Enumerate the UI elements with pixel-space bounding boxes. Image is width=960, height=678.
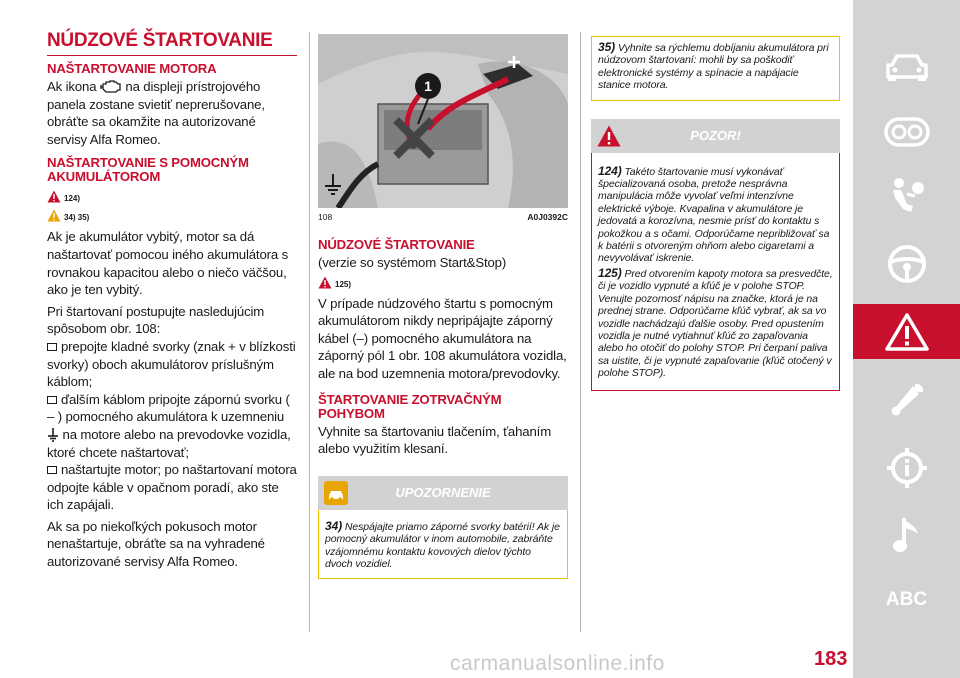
warning-triangle-icon	[884, 312, 930, 352]
music-note-icon	[892, 516, 922, 556]
technical-data-icon	[885, 446, 929, 490]
page-number: 183	[814, 648, 848, 670]
danger-label: POZOR!	[690, 128, 741, 144]
checkbox-bullet-icon	[47, 396, 57, 404]
column-1	[47, 30, 297, 575]
note-number: 124)	[598, 163, 622, 178]
danger-triangle-icon	[318, 276, 332, 289]
note-number: 35)	[598, 40, 616, 54]
note-35	[598, 41, 833, 92]
column-3	[591, 36, 840, 391]
safety-airbag-icon	[887, 176, 927, 216]
bullet-step-3	[47, 461, 297, 514]
danger-triangle-icon	[47, 190, 61, 203]
title-rule	[47, 55, 297, 56]
checkbox-bullet-icon	[47, 343, 57, 351]
bullet-text: na motore alebo na prevodovke vozidla, ktoré chcete naštartovať;	[47, 426, 291, 460]
reference-text: 124)	[64, 194, 81, 204]
paragraph-contact-service: Ak sa po niekoľkých pokusoch motor nenaštartuje, obráťte sa na vyhradené autorizované servisy Alfa Romeo.	[47, 518, 265, 570]
reference-text: 34) 35)	[64, 213, 90, 223]
sidebar-item-multimedia[interactable]	[853, 508, 960, 563]
wrench-icon	[887, 380, 927, 420]
section-title-booster-battery: NAŠTARTOVANIE S POMOCNÝM AKUMULÁTOROM	[47, 155, 249, 185]
danger-header	[591, 119, 840, 153]
danger-body	[591, 153, 840, 391]
note-34	[325, 520, 561, 571]
reference-text: 125)	[335, 279, 352, 289]
paragraph-start-stop: V prípade núdzového štartu s pomocným akumulátorom nikdy nepripájajte záporný kábel (–) pomocného akumulátora na záporný pól 1 obr. 108 akumulátora vozidla, ale na bod uzemnenia motora/prevodovky.	[318, 295, 567, 381]
bullet-text: naštartujte motor; po naštartovaní motora odpojte káble v opačnom poradí, ako ste ich zapájali.	[47, 462, 297, 513]
note-35-box	[591, 36, 840, 101]
index-abc-label: ABC	[885, 588, 928, 610]
note-number: 125)	[598, 265, 622, 280]
ground-symbol-icon	[47, 428, 59, 442]
bullet-step-1	[47, 338, 297, 391]
paragraph-push-start: Vyhnite sa štartovaniu tlačením, ťahaním alebo využitím klesaní.	[318, 423, 552, 457]
engine-icon-paragraph	[47, 78, 297, 148]
car-icon	[884, 51, 930, 85]
engine-bay-illustration	[318, 34, 568, 208]
figure-caption	[318, 212, 568, 222]
warning-reference-124	[47, 190, 297, 203]
notice-label: UPOZORNENIE	[395, 485, 491, 501]
section-title-start-stop: NÚDZOVÉ ŠTARTOVANIE	[318, 237, 475, 252]
engine-check-icon	[100, 78, 122, 94]
steering-wheel-icon	[887, 244, 927, 284]
warning-reference-34-35	[47, 209, 297, 222]
figure-marker: 1	[424, 78, 432, 94]
caution-car-icon	[324, 481, 348, 505]
bullet-step-2	[47, 391, 297, 461]
note-124	[598, 165, 833, 265]
dashboard-icon	[884, 117, 930, 147]
sidebar-item-car[interactable]	[853, 40, 960, 95]
section-title-engine-start: NAŠTARTOVANIE MOTORA	[47, 61, 217, 76]
sidebar-item-maintenance[interactable]	[853, 372, 960, 427]
paragraph-part: Ak ikona	[47, 79, 97, 94]
paragraph-procedure: Pri štartovaní postupujte nasledujúcim spôsobom obr. 108:	[47, 303, 265, 337]
sidebar-item-technical[interactable]	[853, 440, 960, 495]
note-text: Vyhnite sa rýchlemu dobíjaniu akumulátora pri núdzovom štartovaní: mohli by sa poškodiť elektronické systémy a spínacie a napájacie stanice motora.	[598, 42, 829, 92]
figure-code: A0J0392C	[527, 212, 568, 222]
warning-triangle-icon	[597, 125, 621, 147]
sidebar-item-index[interactable]	[853, 572, 960, 627]
bullet-text: prepojte kladné svorky (znak + v blízkosti svorky) oboch akumulátorov príslušným káblom;	[47, 338, 296, 390]
sidebar-item-emergency[interactable]	[853, 304, 960, 359]
section-subtitle-start-stop: (verzie so systémom Start&Stop)	[318, 255, 507, 270]
paragraph-part: na displeji prístrojového panela zostane svietiť neprerušovane, obráťte sa okamžite na autorizované servisy Alfa Romeo.	[47, 79, 265, 147]
note-number: 34)	[325, 518, 343, 533]
notice-header	[318, 476, 568, 510]
sidebar-item-driving[interactable]	[853, 236, 960, 291]
note-text: Nespájajte priamo záporné svorky batérií! Ak je pomocný akumulátor v inom automobile, zabráňte vzájomnému kontaktu kovových dielov týchto dvoch vozidiel.	[325, 520, 560, 570]
figure-108	[318, 34, 568, 208]
sidebar-item-safety[interactable]	[853, 168, 960, 223]
note-125	[598, 267, 833, 380]
column-divider-right	[580, 32, 581, 632]
page-title: NÚDZOVÉ ŠTARTOVANIE	[47, 30, 273, 51]
chapter-sidebar	[853, 0, 960, 678]
caution-icon	[47, 209, 61, 222]
notice-body	[318, 510, 568, 580]
note-text: Takéto štartovanie musí vykonávať špecializovaná osoba, pretože nesprávna manipulácia môže vyvolať veľmi intenzívne elektrické výboje. Kvapalina v akumulátore je jedovatá a korozívna, nesmie prísť do kontaktu s pokožkou a s očami. Odporúčame nepribližovať sa k batérii s otvoreným ohňom alebo cigaretami a nevyvolávať iskrenie.	[598, 165, 830, 265]
note-text: Pred otvorením kapoty motora sa presvedčte, či je vozidlo vypnuté a kľúč je v polohe STOP. Venujte pozornosť nápisu na značke, ktorá je na prednej strane. Odporúčame kľúč vybrať, ak sa vo vozidle nachádzajú ďalšie osoby. Pred opustením vozidla je nutné vytiahnuť kľúč zo zapaľovania alebo ho otočiť do polohy STOP. Pri čerpaní paliva sa uistite, či je vypnuté zapaľovanie (kľúč otočený v polohe STOP).	[598, 267, 833, 380]
column-divider-left	[309, 32, 310, 632]
figure-number: 108	[318, 212, 333, 222]
paragraph-battery-discharged: Ak je akumulátor vybitý, motor sa dá naštartovať pomocou iného akumulátora s rovnakou kapacitou alebo o niečo väčšou, ako je ten vybitý.	[47, 229, 289, 298]
column-2	[318, 34, 568, 579]
sidebar-item-dashboard[interactable]	[853, 104, 960, 159]
section-title-push-start: ŠTARTOVANIE ZOTRVAČNÝM POHYBOM	[318, 391, 502, 421]
checkbox-bullet-icon	[47, 466, 57, 474]
warning-reference-125	[318, 276, 568, 289]
watermark: carmanualsonline.info	[450, 652, 665, 675]
bullet-text: ďalším káblom pripojte zápornú svorku ( – ) pomocného akumulátora k uzemneniu	[47, 391, 290, 425]
